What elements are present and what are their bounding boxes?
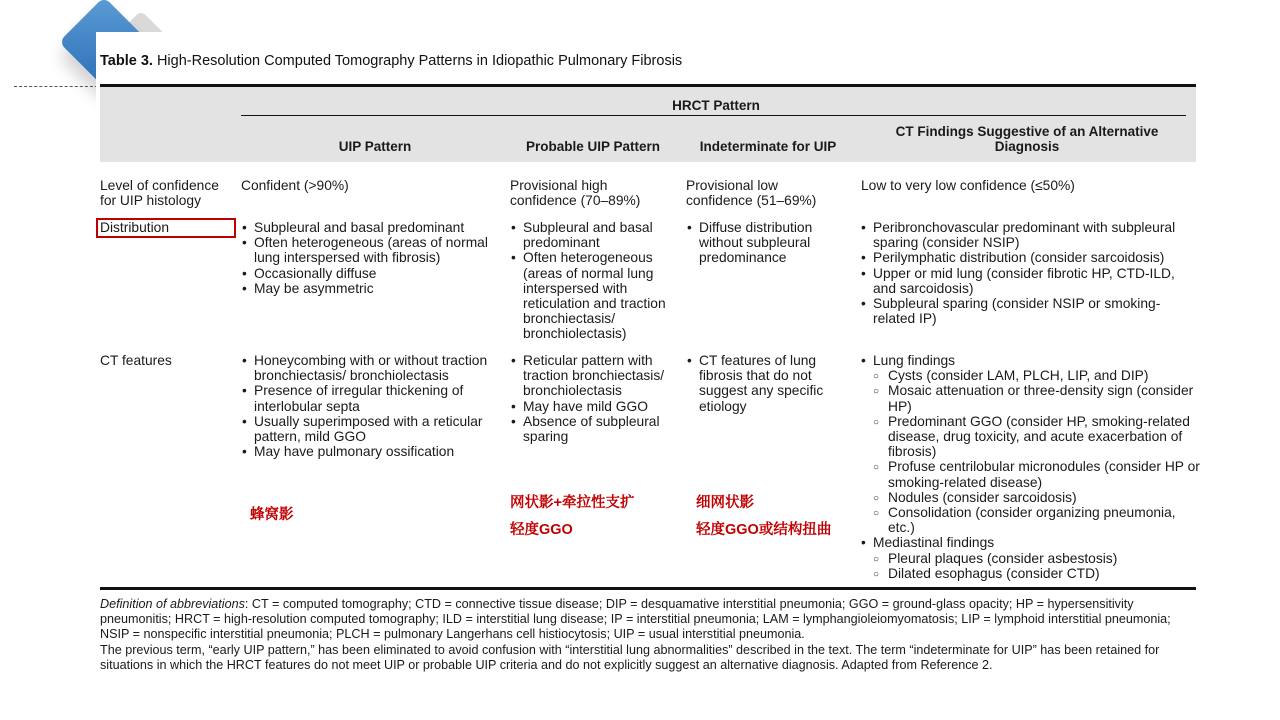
col-header-indeterminate: Indeterminate for UIP (699, 139, 837, 154)
group-header-rule (241, 115, 1186, 116)
distribution-probable (510, 220, 680, 342)
list-item: • Subpleural and basal predominant (241, 220, 506, 235)
distribution-alternative (860, 220, 1198, 326)
list-item: ○ Mosaic attenuation or three-density sign (consider HP) (860, 383, 1200, 413)
ct-features-uip (241, 353, 496, 459)
list-item: • Diffuse distribution without subpleural predominance (686, 220, 846, 266)
confidence-uip: Confident (>90%) (241, 178, 349, 193)
col-header-alternative: CT Findings Suggestive of an Alternative Diagnosis (895, 124, 1159, 154)
list-item: • Mediastinal findings (860, 535, 1200, 550)
list-item: ○ Pleural plaques (consider asbestosis) (860, 551, 1200, 566)
row-label-ct-features: CT features (100, 353, 172, 368)
table-footnote (100, 597, 1192, 673)
list-item: • Upper or mid lung (consider fibrotic HP, CTD-ILD, and sarcoidosis) (860, 266, 1198, 296)
group-header: HRCT Pattern (672, 98, 760, 113)
annotation-indeterminate-2: 轻度GGO或结构扭曲 (696, 522, 832, 538)
row-label-confidence: Level of confidence for UIP histology (100, 178, 219, 209)
annotation-uip: 蜂窝影 (250, 507, 294, 523)
ct-features-indeterminate (686, 353, 844, 414)
list-item: • May have mild GGO (510, 399, 675, 414)
list-item: • Perilymphatic distribution (consider sarcoidosis) (860, 250, 1198, 265)
list-item: • Occasionally diffuse (241, 266, 506, 281)
list-item: ○ Nodules (consider sarcoidosis) (860, 490, 1200, 505)
annotation-probable-1: 网状影+牵拉性支扩 (510, 495, 635, 511)
confidence-probable: Provisional high confidence (70–89%) (510, 178, 641, 209)
distribution-indeterminate (686, 220, 846, 266)
list-item: • Usually superimposed with a reticular pattern, mild GGO (241, 414, 496, 444)
list-item: ○ Dilated esophagus (consider CTD) (860, 566, 1200, 581)
ct-features-alternative (860, 353, 1200, 581)
table-sheet (96, 32, 1202, 720)
list-item: • Often heterogeneous (areas of normal lung interspersed with reticulation and traction bronchiectasis/ bronchiolectasis) (510, 250, 680, 341)
annotation-indeterminate-1: 细网状影 (696, 495, 754, 511)
list-item: • CT features of lung fibrosis that do not suggest any specific etiology (686, 353, 844, 414)
list-item: • Subpleural and basal predominant (510, 220, 680, 250)
table-number: Table 3. (100, 53, 153, 69)
confidence-alternative: Low to very low confidence (≤50%) (861, 178, 1075, 193)
list-item: • Lung findings (860, 353, 1200, 368)
table-title-text: High-Resolution Computed Tomography Patterns in Idiopathic Pulmonary Fibrosis (152, 53, 683, 69)
bottom-rule (100, 587, 1196, 590)
list-item: • Reticular pattern with traction bronchiectasis/ bronchiolectasis (510, 353, 675, 399)
list-item: ○ Predominant GGO (consider HP, smoking-related disease, drug toxicity, and acute exacerbation of fibrosis) (860, 414, 1200, 460)
list-item: ○ Profuse centrilobular micronodules (consider HP or smoking-related disease) (860, 459, 1200, 489)
table-title (100, 53, 682, 69)
confidence-indeterminate: Provisional low confidence (51–69%) (686, 178, 817, 209)
list-item: • Honeycombing with or without traction bronchiectasis/ bronchiolectasis (241, 353, 496, 383)
list-item: • Subpleural sparing (consider NSIP or smoking-related IP) (860, 296, 1198, 326)
list-item: ○ Cysts (consider LAM, PLCH, LIP, and DIP) (860, 368, 1200, 383)
list-item: • Often heterogeneous (areas of normal lung interspersed with fibrosis) (241, 235, 506, 265)
col-header-uip: UIP Pattern (338, 139, 412, 154)
annotation-probable-2: 轻度GGO (510, 522, 573, 538)
footnote-abbr-text: : CT = computed tomography; CTD = connective tissue disease; DIP = desquamative interstitial pneumonia; GGO = ground-glass opacity; HP = hypersensitivity pneumonitis; HRCT = high-resolution computed tomography; ILD = interstitial lung disease; IP = interstitial pneumonia; LAM = lymphangioleiomyomatosis; LIP = lymphoid interstitial pneumonia; NSIP = nonspecific interstitial pneumonia; PLCH = pulmonary Langerhans cell histiocytosis; UIP = usual interstitial pneumonia. (100, 597, 1171, 642)
list-item: ○ Consolidation (consider organizing pneumonia, etc.) (860, 505, 1200, 535)
ct-features-probable (510, 353, 675, 444)
footnote-abbreviations (100, 597, 1192, 643)
list-item: • Peribronchovascular predominant with subpleural sparing (consider NSIP) (860, 220, 1198, 250)
list-item: • Presence of irregular thickening of interlobular septa (241, 383, 496, 413)
list-item: • May be asymmetric (241, 281, 506, 296)
decorative-dashed-line (14, 86, 98, 87)
list-item: • May have pulmonary ossification (241, 444, 496, 459)
footnote-abbr-label: Definition of abbreviations (100, 597, 245, 611)
col-header-probable: Probable UIP Pattern (525, 139, 661, 154)
footnote-note: The previous term, “early UIP pattern,” has been eliminated to avoid confusion with “interstitial lung abnormalities” described in the text. The term “indeterminate for UIP” has been retained for situations in which the HRCT features do not meet UIP or probable UIP criteria and do not explicitly suggest an alternative diagnosis. Adapted from Reference 2. (100, 642, 1160, 672)
list-item: • Absence of subpleural sparing (510, 414, 675, 444)
distribution-uip (241, 220, 506, 296)
row-label-distribution: Distribution (100, 220, 170, 235)
